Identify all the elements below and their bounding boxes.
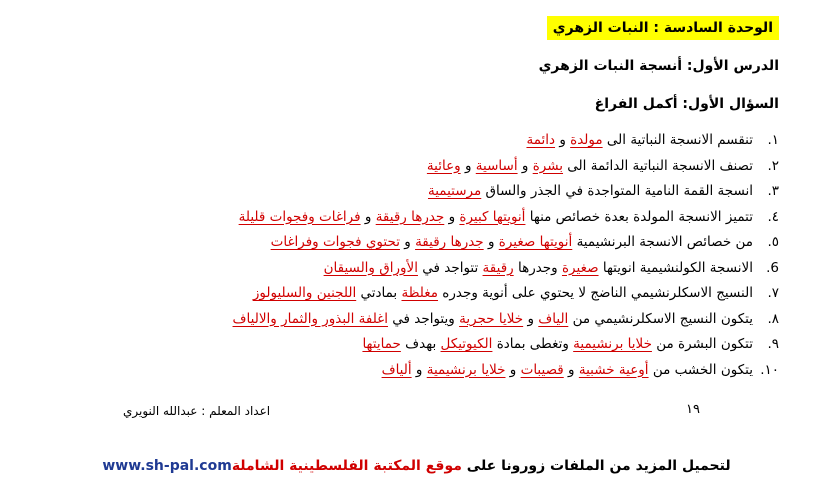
answer-text: مغلظة (401, 285, 439, 301)
answer-text: خلايا حجرية (459, 310, 524, 327)
question-title: السؤال الأول: أكمل الفراغ (594, 96, 779, 112)
item-number: ١٠. (760, 361, 779, 378)
question-text: و (411, 361, 427, 378)
answer-text: خلايا برنشيمية (573, 336, 652, 352)
question-text: تتكون البشرة من (651, 336, 753, 352)
author-credit: اعداد المعلم : عبدالله النويري (123, 404, 271, 418)
question-text: و (460, 157, 476, 174)
site-name-link[interactable]: موقع المكتبة الفلسطينية الشاملة (231, 458, 462, 474)
answer-text: ألياف (381, 361, 412, 378)
list-item (59, 285, 779, 311)
question-text: بهدف (400, 336, 441, 352)
item-number: ١. (767, 132, 779, 148)
list-item (59, 336, 779, 362)
question-text: تصنف الانسجة النباتية الدائمة الى (563, 157, 753, 174)
answer-text: فراغات وفجوات قليلة (238, 208, 361, 225)
site-url-link[interactable]: www.sh-pal.com (102, 458, 232, 474)
question-text: تتواجد في (417, 259, 483, 276)
question-text: بمادتي (356, 285, 402, 301)
answer-text: أساسية (475, 157, 518, 174)
question-text: و (523, 310, 539, 327)
answer-text: أنويتها كبيرة (459, 208, 526, 225)
answer-text: صغيرة (561, 259, 599, 276)
answer-text: الكيوتيكل (440, 336, 493, 352)
answer-text: بشرة (532, 157, 564, 174)
item-text (428, 183, 753, 199)
answer-text: مرستيمية (427, 183, 482, 199)
answer-text: اللجنين والسليولوز (252, 285, 357, 301)
list-item (59, 234, 779, 260)
list-item (59, 158, 779, 184)
answer-text: مولدة (570, 132, 603, 148)
item-text (253, 285, 753, 301)
item-number: ٩. (767, 336, 779, 352)
answer-text: الياف (538, 310, 569, 327)
answer-text: الأوراق والسيقان (323, 259, 418, 276)
answer-text: أنويتها صغيرة (498, 234, 573, 250)
item-number: ٨. (767, 310, 779, 327)
answer-text: جدرها رقيقة (415, 234, 484, 250)
item-text (239, 209, 753, 225)
item-text (526, 132, 753, 148)
item-number: ٤. (767, 208, 779, 225)
answer-text: اغلفة البذور والثمار والالياف (232, 310, 388, 327)
list-item (59, 260, 779, 286)
question-text: و (563, 361, 579, 378)
question-text: تنقسم الانسجة النباتية الى (602, 132, 753, 148)
question-text: يتكون النسيج الاسكلرنشيمي من (568, 310, 753, 327)
unit-title: الوحدة السادسة : النبات الزهري (547, 16, 779, 40)
item-text (233, 311, 753, 327)
list-item (59, 209, 779, 235)
question-text: و (360, 208, 376, 225)
question-text: يتكون الخشب من (648, 361, 753, 378)
question-text: انسجة القمة النامية المتواجدة في الجذر والساق (481, 183, 753, 199)
item-number: ٥. (767, 234, 779, 250)
answer-text: خلايا برنشيمية (426, 361, 506, 378)
question-text: و (399, 234, 416, 250)
answer-text: دائمة (526, 132, 556, 148)
question-text: و (555, 132, 571, 148)
answer-text: وعائية (426, 157, 461, 174)
answer-text: رقيقة (482, 259, 514, 276)
question-text: و (444, 208, 460, 225)
item-text (382, 362, 753, 378)
page-number: ١٩ (686, 402, 700, 417)
list-item (59, 311, 779, 337)
banner-lead-text: لتحميل المزيد من الملفات زورونا على (461, 458, 731, 474)
list-item (59, 183, 779, 209)
item-number: 6. (766, 259, 779, 276)
question-text: وتغطى بمادة (492, 336, 574, 352)
fill-in-list (59, 132, 779, 387)
answer-text: تحتوي فجوات وفراغات (270, 234, 400, 250)
answer-text: حمايتها (362, 336, 401, 352)
item-text (427, 158, 753, 174)
question-text: و (483, 234, 499, 250)
question-text: وجدرها (513, 259, 562, 276)
question-text: ويتواجد في (387, 310, 460, 327)
item-text (362, 336, 753, 352)
question-text: الانسجة الكولنشيمية انويتها (598, 259, 753, 276)
question-text: و (517, 157, 533, 174)
item-number: ٢. (767, 157, 779, 174)
question-text: تتميز الانسجة المولدة بعدة خصائص منها (525, 208, 753, 225)
item-number: ٧. (767, 285, 779, 301)
lesson-title: الدرس الأول: أنسجة النبات الزهري (538, 58, 779, 74)
item-text (271, 234, 753, 250)
answer-text: قصيبات (520, 361, 564, 378)
question-text: و (505, 361, 521, 378)
question-text: النسيج الاسكلرنشيمي الناضج لا يحتوي على أنوية وجدره (438, 285, 753, 301)
list-item (59, 132, 779, 158)
answer-text: جدرها رقيقة (375, 208, 445, 225)
item-text (324, 260, 753, 276)
download-banner (0, 458, 827, 474)
question-text: من خصائص الانسجة البرنشيمية (572, 234, 753, 250)
answer-text: أوعية خشبية (578, 361, 649, 378)
list-item (59, 362, 779, 388)
item-number: ٣. (767, 183, 779, 199)
